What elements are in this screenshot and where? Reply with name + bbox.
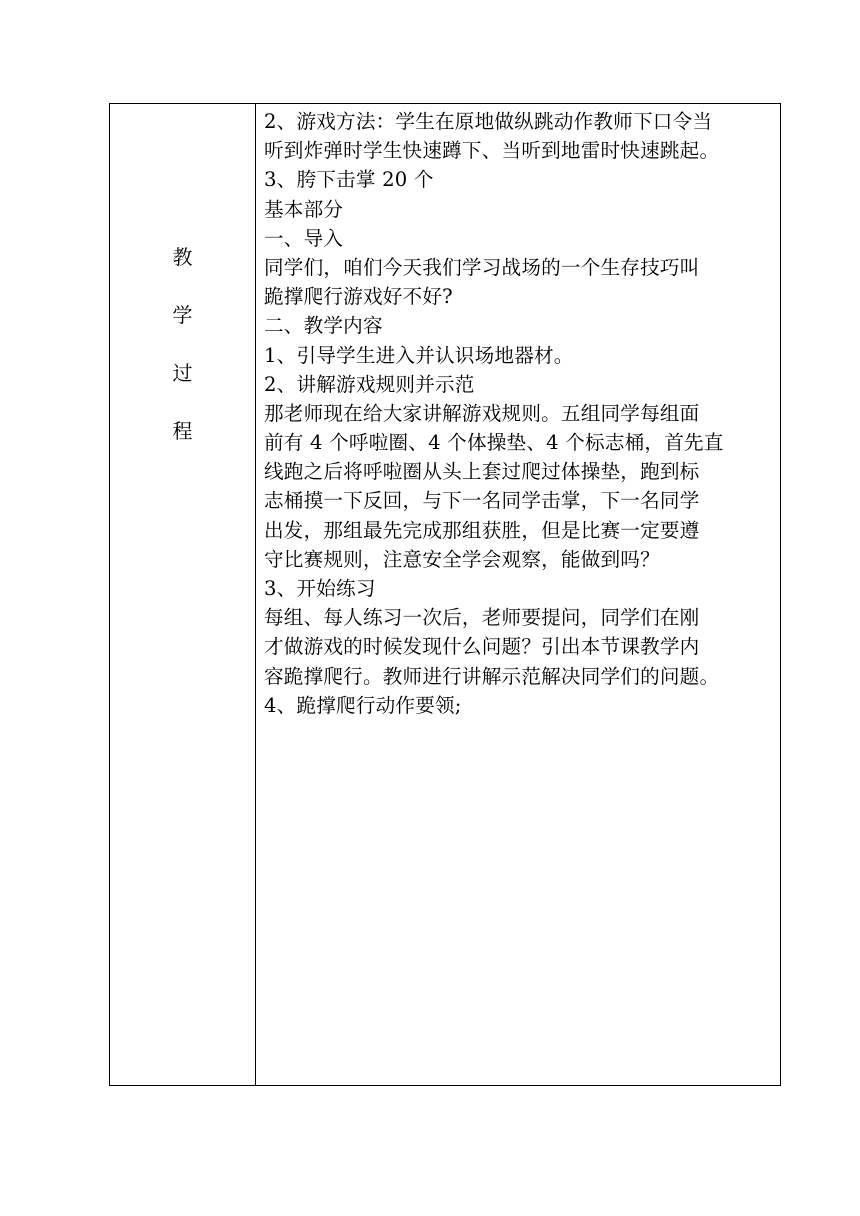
section-label-char: 过 — [172, 361, 193, 385]
content-line: 3、开始练习 — [264, 577, 376, 600]
content-line: 基本部分 — [264, 197, 344, 221]
content-line: 2、讲解游戏规则并示范 — [264, 372, 475, 396]
content-line: 一、导入 — [264, 226, 344, 250]
section-label-char: 程 — [172, 419, 193, 443]
table-row — [110, 104, 781, 1086]
content-line: 听到炸弹时学生快速蹲下、当听到地雷时快速跳起。 — [264, 139, 720, 163]
section-label — [110, 247, 255, 479]
section-label-char: 教 — [172, 245, 193, 269]
content-line: 同学们，咱们今天我们学习战场的一个生存技巧叫 — [264, 255, 700, 279]
lesson-table — [109, 103, 781, 1086]
content-line: 3、胯下击掌 20 个 — [264, 168, 434, 192]
content-line: 1、引导学生进入并认识场地器材。 — [264, 343, 574, 367]
content-line: 容跪撑爬行。教师进行讲解示范解决同学们的问题。 — [264, 664, 720, 688]
content-line: 才做游戏的时候发现什么问题？引出本节课教学内 — [264, 635, 700, 659]
section-label-cell — [110, 104, 256, 1086]
content-line: 2、游戏方法：学生在原地做纵跳动作教师下口令当 — [264, 110, 713, 133]
content-line: 守比赛规则，注意安全学会观察，能做到吗？ — [264, 547, 660, 571]
content-line: 那老师现在给大家讲解游戏规则。五组同学每组面 — [264, 401, 700, 425]
content-line: 志桶摸一下反回，与下一名同学击掌，下一名同学 — [264, 489, 700, 513]
content-line: 前有 4 个呼啦圈、4 个体操垫、4 个标志桶，首先直 — [264, 431, 724, 455]
content-line: 每组、每人练习一次后，老师要提问，同学们在刚 — [264, 606, 700, 630]
content-line: 线跑之后将呼啦圈从头上套过爬过体操垫，跑到标 — [264, 460, 700, 484]
content-cell — [256, 104, 781, 1086]
content-line: 跪撑爬行游戏好不好? — [264, 285, 453, 309]
content-line: 二、教学内容 — [264, 314, 383, 338]
section-label-char: 学 — [172, 303, 193, 327]
content-line: 出发，那组最先完成那组获胜，但是比赛一定要遵 — [264, 518, 700, 542]
content-line: 4、跪撑爬行动作要领; — [264, 693, 462, 717]
